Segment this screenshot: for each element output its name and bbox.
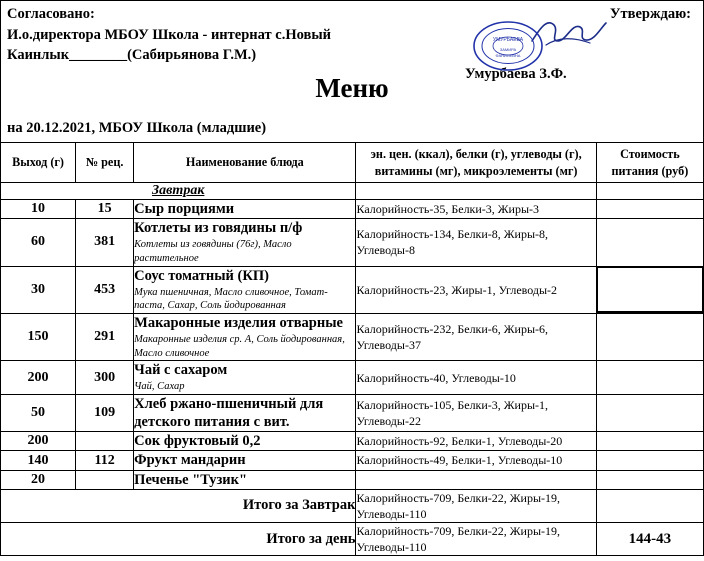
cell-recipe: 291 [76,313,134,360]
cell-energy: Калорийность-232, Белки-6, Жиры-6, Углеводы-37 [356,313,596,360]
menu-table [0,142,704,556]
total-energy: Калорийность-709, Белки-22, Жиры-19, Углеводы-110 [356,523,596,556]
cell-exit: 200 [1,361,76,395]
cell-cost[interactable] [596,219,703,266]
cell-dish-name [134,313,356,360]
document-header [0,0,704,118]
page-title: Меню [315,73,389,103]
dish-title: Печенье "Тузик" [134,471,248,488]
table-header-row [1,143,704,183]
column-header-energy: эн. цен. (ккал), белки (г), углеводы (г), витамины (мг), микроэлементы (мг) [356,143,596,183]
dish-title: Соус томатный (КП) [134,267,269,284]
column-header-exit: Выход (г) [1,143,76,183]
total-row-breakfast [1,489,704,522]
cell-energy: Калорийность-23, Жиры-1, Углеводы-2 [356,266,596,313]
table-row[interactable] [1,200,704,219]
approval-left-block [7,4,437,66]
total-energy: Калорийность-709, Белки-22, Жиры-19, Углеводы-110 [356,489,596,522]
menu-subtitle: на 20.12.2021, МБОУ Школа (младшие) [0,118,704,142]
dish-title: Чай с сахаром [134,362,228,379]
cell-recipe: 15 [76,200,134,219]
cell-dish-name [134,395,356,432]
cell-recipe: 300 [76,361,134,395]
cell-recipe [76,470,134,489]
director-line: И.о.директора МБОУ Школа - интернат с.Новый [7,26,331,43]
cell-dish-name [134,432,356,451]
cell-dish-name [134,200,356,219]
column-header-cost: Стоимость питания (руб) [596,143,703,183]
dish-title: Фрукт мандарин [134,452,246,469]
section-label: Завтрак [1,183,356,200]
cell-exit: 140 [1,451,76,470]
cell-recipe: 453 [76,266,134,313]
cell-cost-selected[interactable] [596,266,703,313]
confirm-label: Утверждаю: [609,6,691,22]
column-header-dish-name: Наименование блюда [134,143,356,183]
cell-exit: 10 [1,200,76,219]
cell-recipe [76,432,134,451]
confirm-person: Умурбаева З.Ф. [465,65,567,82]
cell-exit: 200 [1,432,76,451]
cell-cost[interactable] [596,451,703,470]
total-cost[interactable] [596,489,703,522]
cell-cost[interactable] [596,361,703,395]
section-energy-blank [356,183,596,200]
cell-dish-name [134,451,356,470]
dish-title: Котлеты из говядины п/ф [134,220,303,237]
svg-text:УМУРБАЕВА: УМУРБАЕВА [492,37,524,43]
cell-energy: Калорийность-105, Белки-3, Жиры-1, Углеводы-22 [356,395,596,432]
cell-cost[interactable] [596,432,703,451]
cell-exit: 50 [1,395,76,432]
total-row-day [1,523,704,556]
cell-cost[interactable] [596,395,703,432]
cell-energy: Калорийность-134, Белки-8, Жиры-8, Углеводы-8 [356,219,596,266]
dish-title: Хлеб ржано-пшеничный для детского питания с вит. [134,396,324,431]
cell-cost[interactable] [596,313,703,360]
cell-dish-name [134,361,356,395]
dish-ingredients: Мука пшеничная, Масло сливочное, Томат-паста, Сахар, Соль йодированная [134,286,328,312]
svg-text:ЗАМИРА: ЗАМИРА [499,47,517,52]
dish-title: Сыр порциями [134,201,235,217]
cell-recipe: 112 [76,451,134,470]
table-row[interactable] [1,313,704,360]
cell-recipe: 381 [76,219,134,266]
cell-energy: Калорийность-35, Белки-3, Жиры-3 [356,200,596,219]
dish-title: Макаронные изделия отварные [134,314,343,331]
section-cost-blank [596,183,703,200]
total-label: Итого за день [1,523,356,556]
cell-exit: 150 [1,313,76,360]
approval-label: Согласовано: [7,6,95,22]
table-row[interactable] [1,219,704,266]
cell-exit: 20 [1,470,76,489]
cell-dish-name [134,470,356,489]
column-header-recipe: № рец. [76,143,134,183]
cell-recipe: 109 [76,395,134,432]
cell-energy: Калорийность-49, Белки-1, Углеводы-10 [356,451,596,470]
cell-cost[interactable] [596,200,703,219]
table-row[interactable] [1,432,704,451]
table-row[interactable] [1,470,704,489]
cell-dish-name [134,219,356,266]
table-row[interactable] [1,361,704,395]
cell-exit: 30 [1,266,76,313]
table-row[interactable] [1,395,704,432]
table-row[interactable] [1,266,704,313]
total-cost[interactable]: 144-43 [596,523,703,556]
dish-ingredients: Котлеты из говядины (76г), Масло растительное [134,239,292,264]
director-signature-line: Каинлык________(Сабирьянова Г.М.) [7,47,257,64]
dish-ingredients: Чай, Сахар [134,381,185,393]
dish-ingredients: Макаронные изделия ср. А, Соль йодированная, Масло сливочное [134,334,345,359]
section-row-breakfast [1,183,704,200]
dish-title: Сок фруктовый 0,2 [134,433,261,450]
svg-text:ФАНИЛЕВНА: ФАНИЛЕВНА [495,53,521,58]
cell-energy [356,470,596,489]
cell-dish-name [134,266,356,313]
total-label: Итого за Завтрак [1,489,356,522]
table-row[interactable] [1,451,704,470]
cell-cost[interactable] [596,470,703,489]
cell-energy: Калорийность-92, Белки-1, Углеводы-20 [356,432,596,451]
cell-energy: Калорийность-40, Углеводы-10 [356,361,596,395]
cell-exit: 60 [1,219,76,266]
